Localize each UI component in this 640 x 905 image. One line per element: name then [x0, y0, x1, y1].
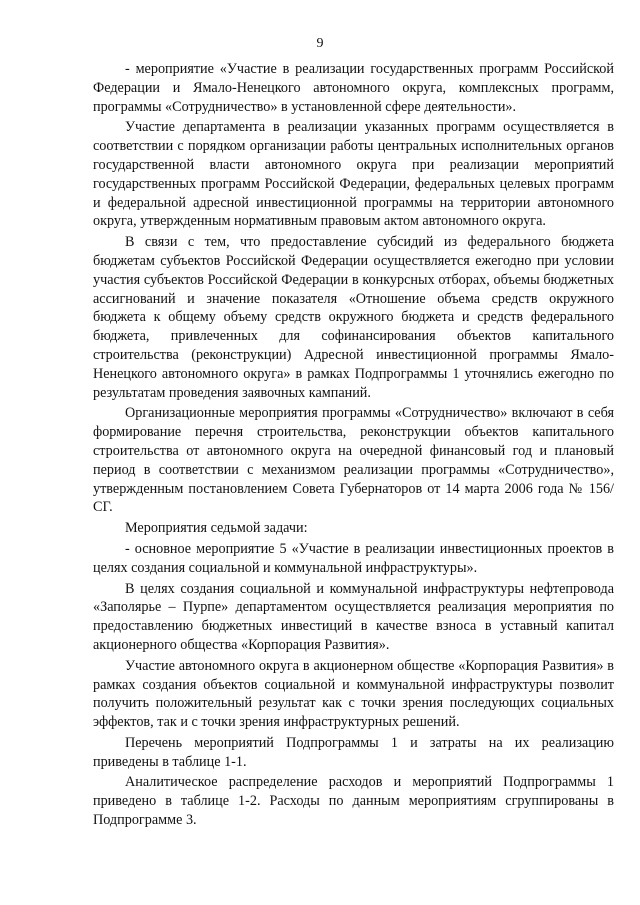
document-body — [93, 60, 614, 832]
paragraph-pipeline-infrastructure: В целях создания социальной и коммунальной инфраструктуры нефтепровода «Заполярье – Пурпе» департаментом осуществляется реализация мероприятия по предоставлению бюджетных инвестиций в качестве взноса в уставный капитал акционерного общества «Корпорация Развития». — [93, 580, 614, 653]
paragraph-table-1-2-reference: Аналитическое распределение расходов и мероприятий Подпрограммы 1 приведено в таблице 1-2. Расходы по данным мероприятиям сгруппированы в Подпрограмме 3. — [93, 774, 614, 829]
paragraph-department-participation: Участие департамента в реализации указанных программ осуществляется в соответствии с порядком организации работы центральных исполнительных органов государственной власти автономного округа при реализации мероприятий государственных программ Российской Федерации, федеральных целевых программ и федеральной адресной инвестиционной программы на территории автономного округа, утвержденным нормативным правовым актом автономного округа. — [93, 119, 614, 230]
paragraph-table-1-1-reference: Перечень мероприятий Подпрограммы 1 и затраты на их реализацию приведены в таблице 1-1. — [93, 734, 614, 770]
paragraph-federal-subsidies: В связи с тем, что предоставление субсидий из федерального бюджета бюджетам субъектов Российской Федерации осуществляется ежегодно при условии участия субъектов Российской Федерации в конкурсных отборах, объемы бюджетных ассигнований и значение показателя «Отношение объема средств окружного бюджета к общему объему средств окружного бюджета и средств федерального бюджета, привлеченных для софинансирования объектов капитального строительства (реконструкции) Адресной инвестиционной программы Ямало-Ненецкого автономного округа» в рамках Подпрограммы 1 уточнялись ежегодно по результатам проведения заявочных кампаний. — [93, 234, 614, 401]
paragraph-cooperation-program: Организационные мероприятия программы «Сотрудничество» включают в себя формирование перечня строительства, реконструкции объектов капитального строительства от автономного округа на очередной финансовый год и плановый период в соответствии с механизмом реализации программы «Сотрудничество», утвержденным постановлением Совета Губернаторов от 14 марта 2006 года № 156/СГ. — [93, 405, 614, 516]
paragraph-development-corporation: Участие автономного округа в акционерном обществе «Корпорация Развития» в рамках создания объектов социальной и коммунальной инфраструктуры позволит получить положительный результат как с точки зрения последующих социальных эффектов, так и с точки зрения инфраструктурных решений. — [93, 657, 614, 731]
paragraph-event-state-programs: - мероприятие «Участие в реализации государственных программ Российской Федерации и Ямало-Ненецкого автономного округа, комплексных программ, программы «Сотрудничество» в установленной сфере деятельности». — [93, 61, 614, 115]
page-number: 9 — [316, 36, 324, 51]
paragraph-seventh-task-heading: Мероприятия седьмой задачи: — [125, 520, 308, 537]
paragraph-main-event-5: - основное мероприятие 5 «Участие в реализации инвестиционных проектов в целях создания социальной и коммунальной инфраструктуры». — [93, 540, 614, 576]
